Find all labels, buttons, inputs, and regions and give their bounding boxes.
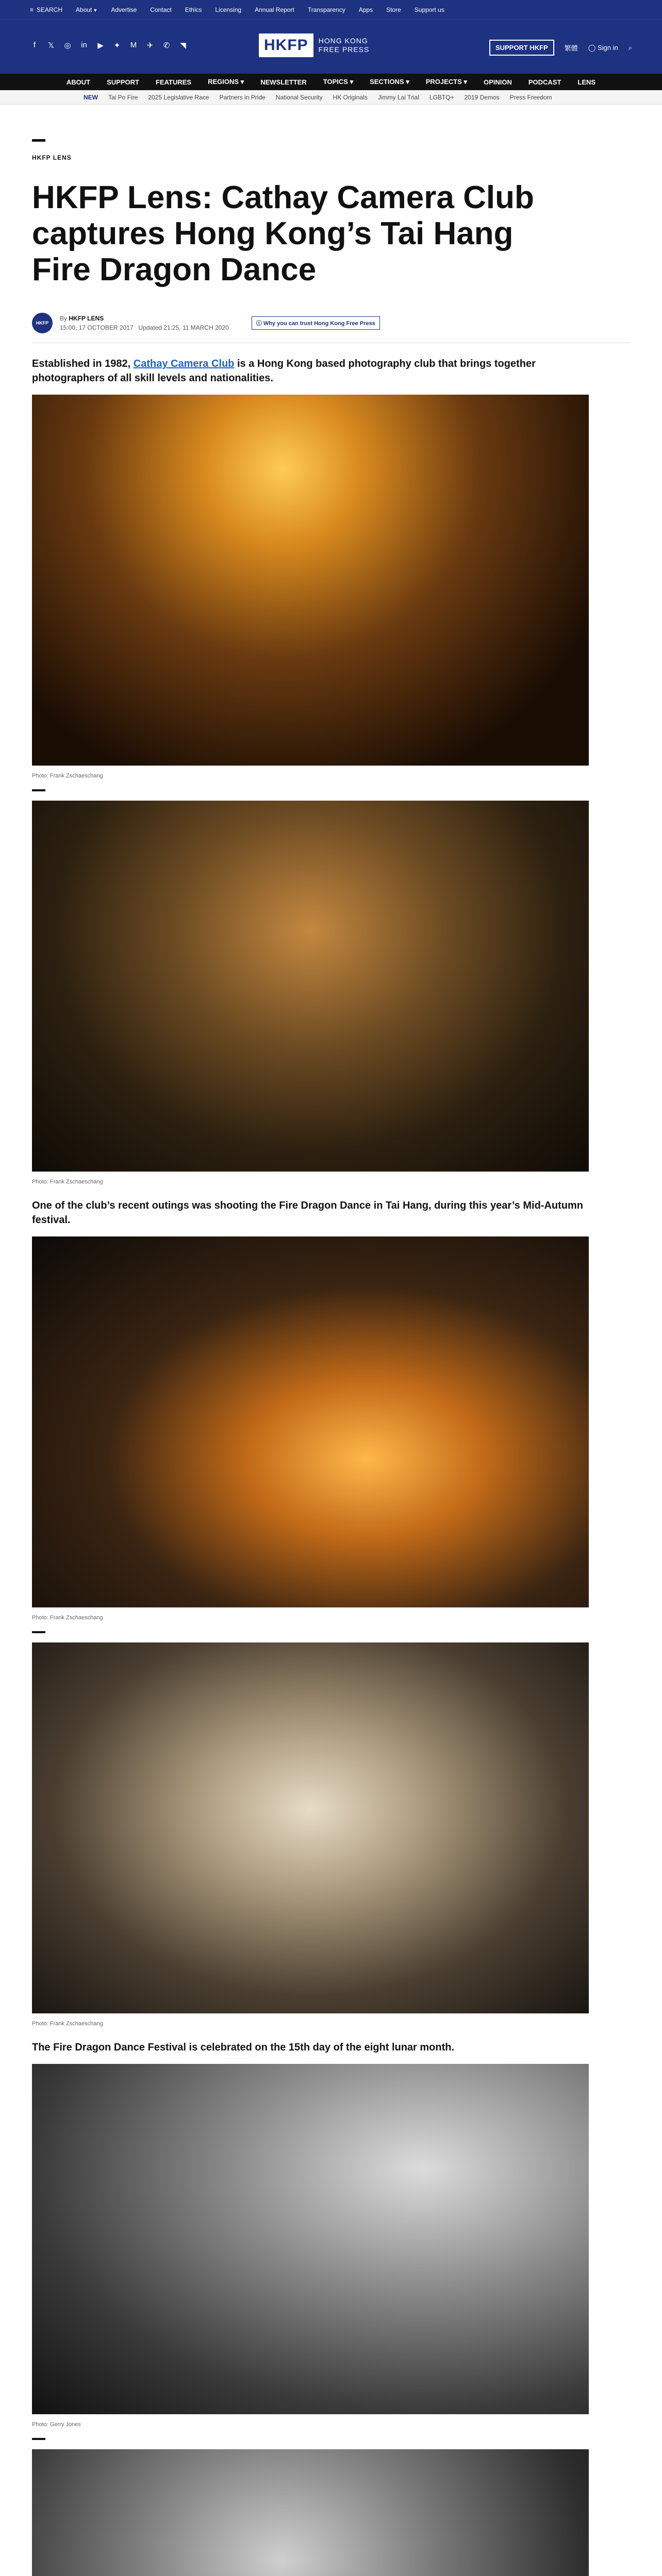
mastodon-icon[interactable]: M: [130, 41, 137, 49]
topbar-link-ethics[interactable]: Ethics: [185, 6, 202, 13]
fire-dragon-photo: [32, 2449, 589, 2576]
nav-opinion[interactable]: OPINION: [483, 78, 512, 86]
header-actions: [489, 40, 632, 56]
signin-link[interactable]: ◯ Sign in: [588, 43, 618, 52]
section-rule: [32, 139, 45, 142]
chevron-down-icon: ▾: [240, 78, 244, 86]
trending-link[interactable]: Tai Po Fire: [108, 93, 138, 101]
nav-projects[interactable]: PROJECTS ▾: [425, 78, 467, 86]
main-nav: [0, 74, 662, 90]
nav-regions[interactable]: REGIONS ▾: [208, 78, 244, 86]
photo-caption: Photo: Frank Zschaeschang: [32, 2021, 103, 2027]
trust-button[interactable]: ⓘ Why you can trust Hong Kong Free Press: [252, 316, 380, 330]
instagram-icon[interactable]: ◎: [64, 41, 71, 50]
author-prefix: By: [60, 315, 68, 322]
nav-about[interactable]: ABOUT: [66, 78, 91, 86]
topbar-link-licensing[interactable]: Licensing: [215, 6, 242, 13]
caption-rule: [32, 1631, 45, 1633]
article-title: HKFP Lens: Cathay Camera Club captures Hong Kong’s Tai Hang Fire Dragon Dance: [32, 180, 534, 287]
info-icon: ⓘ: [256, 320, 263, 327]
trending-link[interactable]: HK Originals: [333, 93, 368, 101]
fire-dragon-photo: [32, 801, 589, 1172]
chevron-down-icon: ▾: [464, 78, 467, 86]
article-lede: Established in 1982, Cathay Camera Club is a Hong Kong based photography club that brings together photographers of all skill levels and nationalities.: [32, 358, 536, 384]
nav-newsletter[interactable]: NEWSLETTER: [260, 78, 307, 86]
user-icon: ◯: [588, 43, 598, 52]
nav-support[interactable]: SUPPORT: [107, 78, 139, 86]
topbar-link-annual-report[interactable]: Annual Report: [255, 6, 294, 13]
fire-dragon-photo: [32, 1642, 589, 2013]
trending-link[interactable]: National Security: [275, 93, 323, 101]
nav-sections[interactable]: SECTIONS ▾: [370, 78, 409, 86]
chevron-down-icon: ▾: [406, 78, 409, 86]
byline: [32, 313, 630, 333]
topbar-link-contact[interactable]: Contact: [150, 6, 172, 13]
topbar-link-apps[interactable]: Apps: [358, 6, 373, 13]
article: [32, 139, 630, 2576]
caption-rule: [32, 789, 45, 791]
rss-icon[interactable]: ◥: [180, 41, 186, 50]
whatsapp-icon[interactable]: ✆: [163, 41, 170, 50]
new-badge: NEW: [84, 93, 98, 101]
trending-bar: [0, 90, 662, 105]
club-link[interactable]: Cathay Camera Club: [133, 358, 235, 369]
bluesky-icon[interactable]: ✦: [113, 41, 121, 50]
social-links: [30, 41, 188, 50]
logo-line1: HONG KONG: [318, 37, 368, 45]
nav-podcast[interactable]: PODCAST: [528, 78, 561, 86]
trending-link[interactable]: 2025 Legislative Race: [148, 93, 209, 101]
youtube-icon[interactable]: ▶: [97, 41, 104, 50]
category-label[interactable]: HKFP LENS: [32, 154, 72, 161]
fire-dragon-photo: [32, 1236, 589, 1607]
nav-lens[interactable]: LENS: [577, 78, 596, 86]
topbar-link-support[interactable]: Support us: [414, 6, 444, 13]
support-button[interactable]: SUPPORT HKFP: [489, 40, 554, 56]
photo-caption: Photo: Frank Zschaeschang: [32, 1179, 103, 1185]
site-logo[interactable]: [259, 33, 369, 57]
search-link[interactable]: ≡ SEARCH: [30, 6, 63, 13]
published-date: 15:00, 17 OCTOBER 2017: [60, 324, 134, 331]
logo-line2: FREE PRESS: [318, 45, 370, 54]
article-paragraph: One of the club’s recent outings was shooting the Fire Dragon Dance in Tai Hang, during this year’s Mid-Autumn festival.: [32, 1200, 583, 1226]
trending-link[interactable]: LGBTQ+: [429, 93, 454, 101]
language-switch[interactable]: 繁體: [564, 44, 578, 52]
linkedin-icon[interactable]: in: [81, 41, 87, 49]
logo-mark: HKFP: [259, 33, 313, 57]
trending-link[interactable]: 2019 Demos: [464, 93, 500, 101]
site-header: [0, 20, 662, 74]
search-icon[interactable]: ⌕: [628, 43, 632, 52]
article-paragraph: The Fire Dragon Dance Festival is celebrated on the 15th day of the eight lunar month.: [32, 2042, 455, 2053]
facebook-icon[interactable]: f: [33, 41, 36, 49]
nav-topics[interactable]: TOPICS ▾: [323, 78, 354, 86]
caption-rule: [32, 2438, 45, 2440]
topbar-link-advertise[interactable]: Advertise: [111, 6, 137, 13]
author-link[interactable]: HKFP LENS: [69, 315, 104, 322]
trending-link[interactable]: Press Freedom: [509, 93, 552, 101]
x-icon[interactable]: 𝕏: [47, 41, 55, 50]
topbar-link-store[interactable]: Store: [386, 6, 401, 13]
fire-dragon-photo: [32, 395, 589, 766]
topbar-link-about[interactable]: About ▼: [76, 6, 98, 13]
fire-dragon-photo: [32, 2064, 589, 2414]
photo-caption: Photo: Frank Zschaeschang: [32, 773, 103, 779]
telegram-icon[interactable]: ✈: [146, 41, 154, 50]
updated-date: Updated 21:25, 11 MARCH 2020: [138, 324, 229, 331]
topbar-link-transparency[interactable]: Transparency: [307, 6, 345, 13]
nav-features[interactable]: FEATURES: [155, 78, 192, 86]
chevron-down-icon: ▾: [350, 78, 354, 86]
photo-caption: Photo: Frank Zschaeschang: [32, 1615, 103, 1621]
trending-link[interactable]: Partners in Pride: [219, 93, 266, 101]
menu-icon: ≡: [30, 6, 34, 13]
avatar[interactable]: HKFP: [32, 313, 53, 333]
photo-caption: Photo: Gerry Jones: [32, 2421, 81, 2428]
trending-link[interactable]: Jimmy Lai Trial: [377, 93, 419, 101]
chevron-down-icon: ▼: [93, 8, 98, 13]
utility-bar: [0, 0, 662, 20]
